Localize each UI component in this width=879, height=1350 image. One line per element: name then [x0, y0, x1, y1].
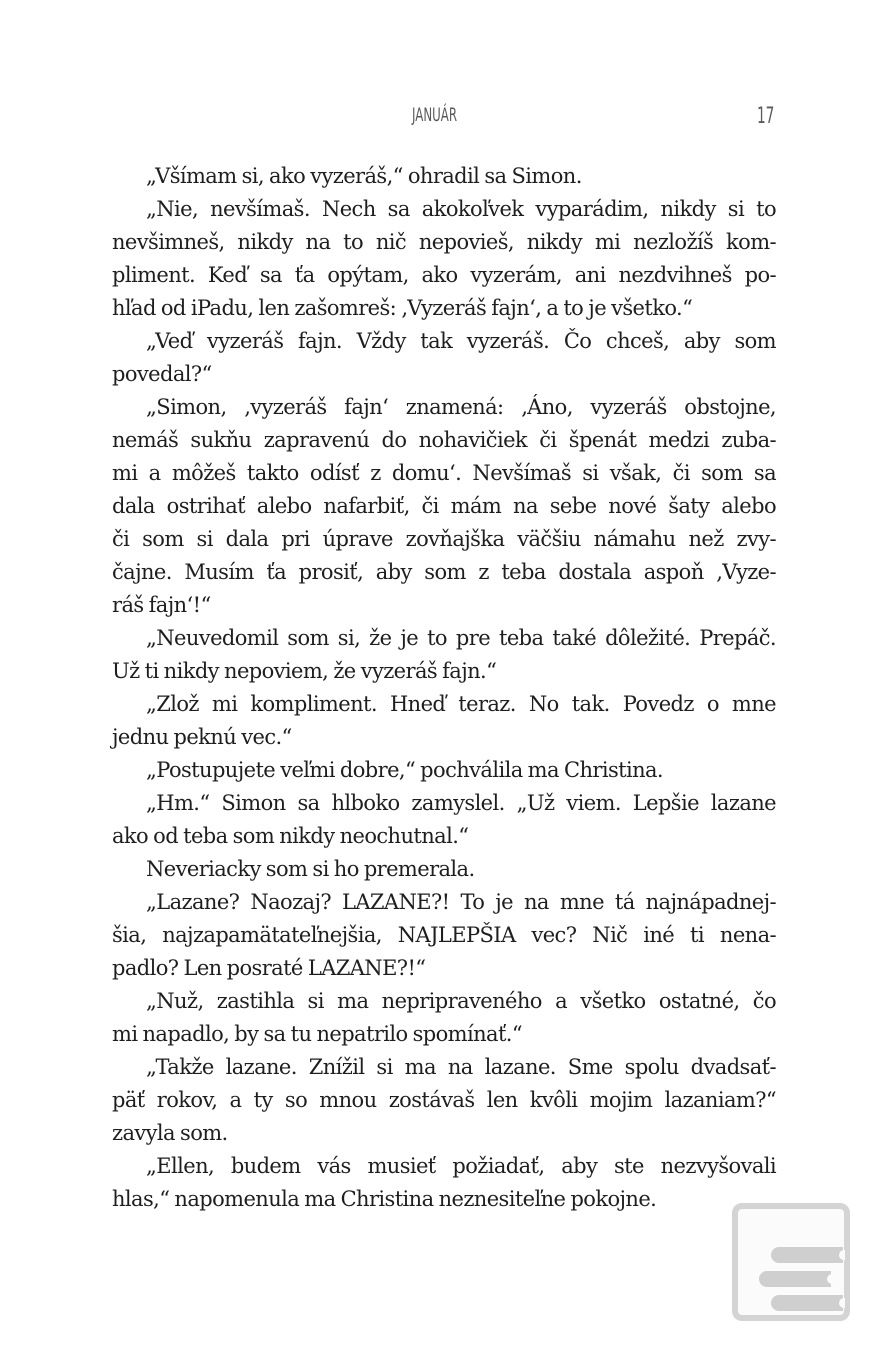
text-line: „Takže lazane. Znížil si ma na lazane. Sme spolu dvadsať- [146, 1055, 776, 1079]
book-shape [759, 1271, 831, 1287]
chapter-title: JANUÁR [412, 104, 458, 126]
text-line: hlas,“ napomenula ma Christina neznesiteľne pokojne. [112, 1187, 657, 1211]
text-line: „Postupujete veľmi dobre,“ pochválila ma Christina. [146, 758, 663, 782]
text-line: „Veď vyzeráš fajn. Vždy tak vyzeráš. Čo chceš, aby som [146, 329, 776, 353]
body-text [112, 160, 776, 1216]
text-line: „Nuž, zastihla si ma nepripraveného a všetko ostatné, čo [146, 989, 776, 1013]
text-line: „Neuvedomil som si, že je to pre teba také dôležité. Prepáč. [146, 626, 776, 650]
text-line: „Simon, ‚vyzeráš fajn‘ znamená: ‚Áno, vyzeráš obstojne, [146, 395, 776, 419]
text-line: dala ostrihať alebo nafarbiť, či mám na sebe nové šaty alebo [112, 494, 776, 518]
text-line: „Lazane? Naozaj? LAZANE?! To je na mne tá najnápadnej- [146, 890, 776, 914]
text-line: Už ti nikdy nepoviem, že vyzeráš fajn.“ [112, 659, 497, 683]
text-line: mi napadlo, by sa tu nepatrilo spomínať.“ [112, 1022, 522, 1046]
text-line: pliment. Keď sa ťa opýtam, ako vyzerám, ani nezdvihneš po- [112, 263, 776, 287]
text-line: či som si dala pri úprave zovňajška väčšiu námahu než zvy- [112, 527, 776, 551]
text-line: ráš fajn‘!“ [112, 593, 211, 617]
text-line: hľad od iPadu, len zašomreš: ‚Vyzeráš fajn‘, a to je všetko.“ [112, 296, 693, 320]
text-line: šia, najzapamätateľnejšia, NAJLEPŠIA vec? Nič iné ti nena- [112, 923, 776, 947]
text-line: zavyla som. [112, 1121, 228, 1145]
books-stack-icon[interactable] [732, 1203, 850, 1321]
text-line: mi a môžeš takto odísť z domu‘. Nevšímaš si však, či som sa [112, 461, 776, 485]
text-line: „Ellen, budem vás musieť požiadať, aby ste nezvyšovali [146, 1154, 776, 1178]
text-line: „Zlož mi kompliment. Hneď teraz. No tak. Povedz o mne [146, 692, 776, 716]
book-shape [771, 1295, 843, 1311]
text-line: padlo? Len posraté LAZANE?!“ [112, 956, 426, 980]
text-line: povedal?“ [112, 362, 212, 386]
running-head [0, 104, 879, 134]
text-line: „Všímam si, ako vyzeráš,“ ohradil sa Simon. [146, 164, 582, 188]
text-line: jednu peknú vec.“ [112, 725, 292, 749]
page-number: 17 [757, 104, 775, 129]
text-line: Neveriacky som si ho premerala. [146, 857, 475, 881]
text-line: čajne. Musím ťa prosiť, aby som z teba dostala aspoň ‚Vyze- [112, 560, 776, 584]
text-line: päť rokov, a ty so mnou zostávaš len kvôli mojim lazaniam?“ [112, 1088, 776, 1112]
text-line: nevšimneš, nikdy na to nič nepovieš, nikdy mi nezložíš kom- [112, 230, 776, 254]
book-shape [771, 1247, 843, 1263]
text-line: nemáš sukňu zapravenú do nohavičiek či špenát medzi zuba- [112, 428, 776, 452]
text-line: ako od teba som nikdy neochutnal.“ [112, 824, 469, 848]
text-line: „Nie, nevšímaš. Nech sa akokoľvek vyparádim, nikdy si to [146, 197, 776, 221]
text-line: „Hm.“ Simon sa hlboko zamyslel. „Už viem. Lepšie lazane [146, 791, 776, 815]
